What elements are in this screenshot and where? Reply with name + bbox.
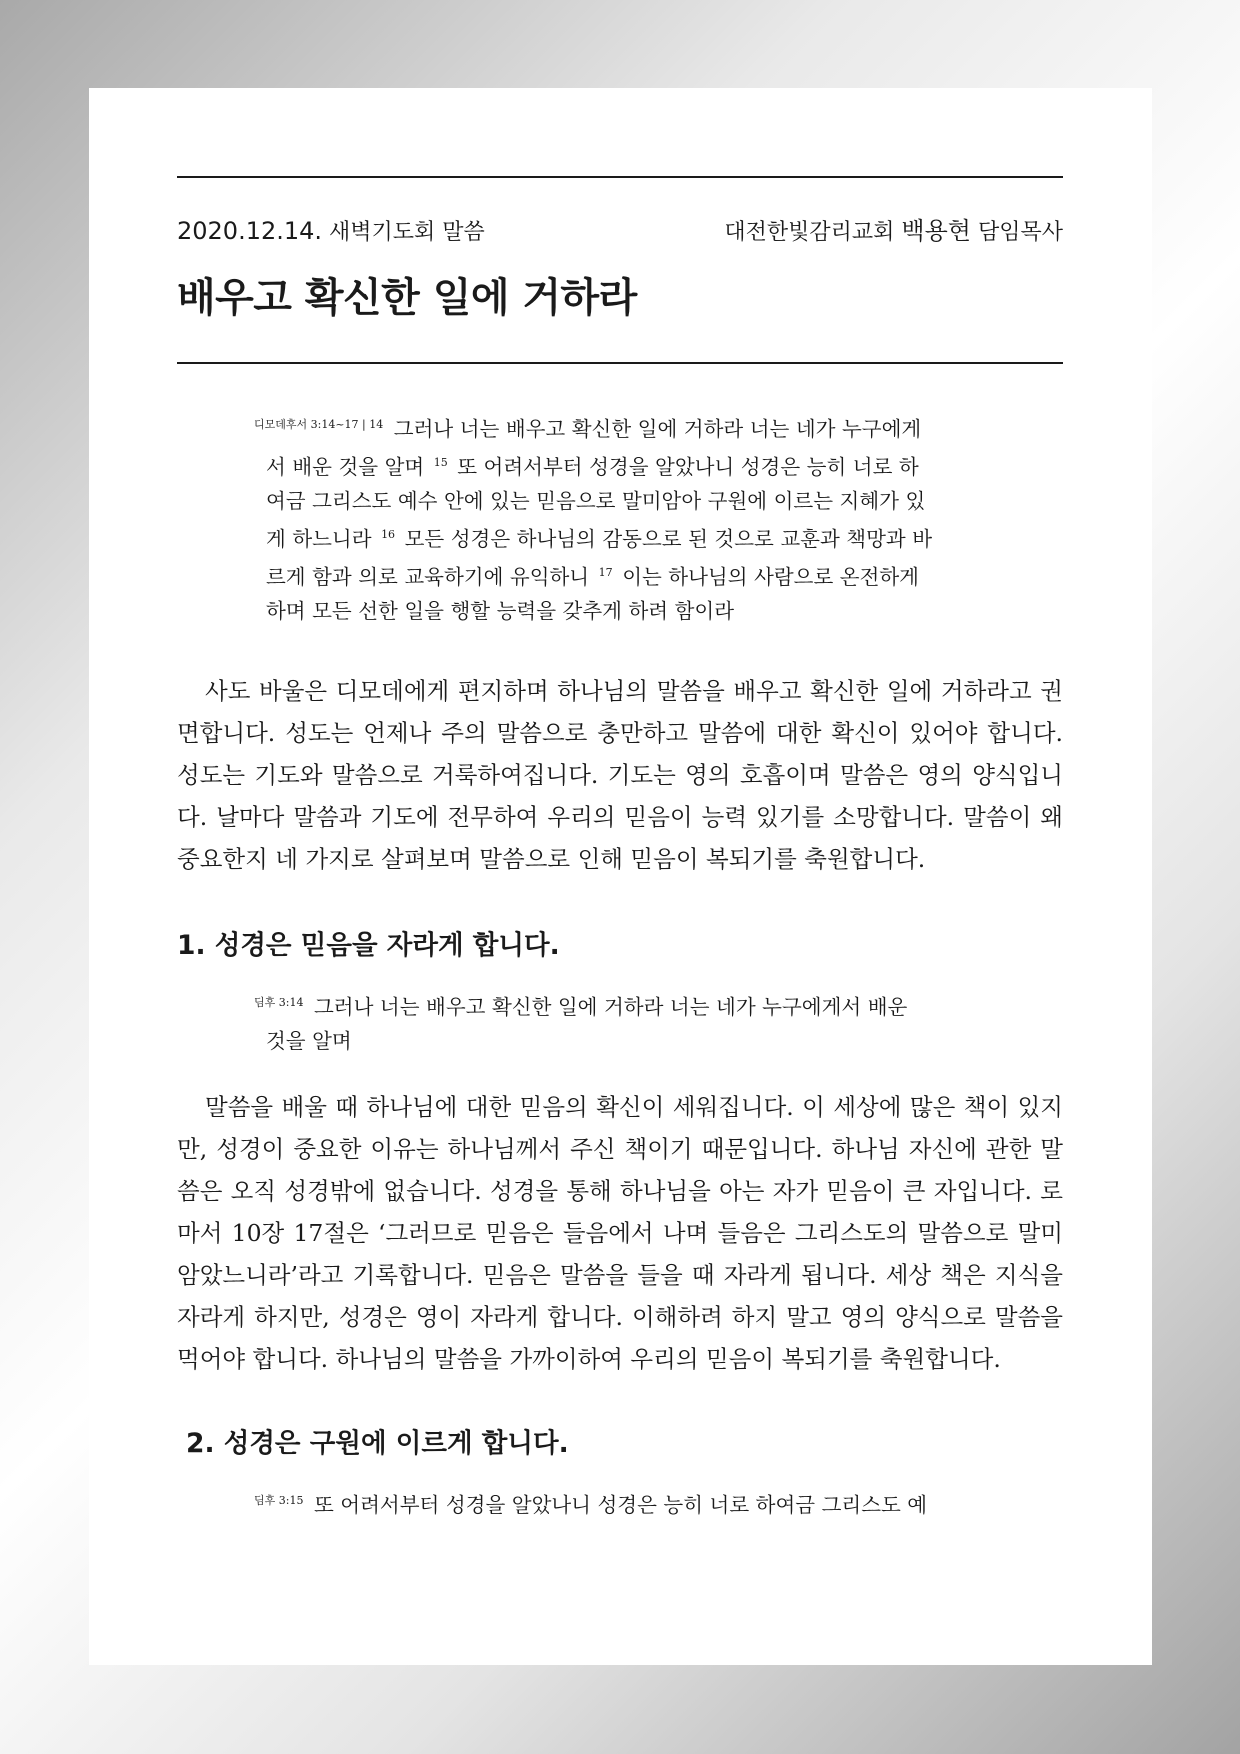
document-page xyxy=(89,88,1152,1665)
scripture-text: 여금 그리스도 예수 안에 있는 믿음으로 말미암아 구원에 이르는 지혜가 있 xyxy=(266,489,926,513)
header-right xyxy=(724,216,1063,248)
scripture-line xyxy=(254,556,987,594)
main-scripture-block xyxy=(254,408,987,628)
scripture-text: 것을 알며 xyxy=(266,1029,352,1053)
scripture-line xyxy=(254,594,987,628)
scripture-text: 르게 함과 의로 교육하기에 유익하니 xyxy=(266,565,590,589)
verse-number: 15 xyxy=(433,456,448,469)
section-paragraph: 말씀을 배울 때 하나님에 대한 믿음의 확신이 세워집니다. 이 세상에 많은 책이 있지만, 성경이 중요한 이유는 하나님께서 주신 책이기 때문입니다. 하나님 자신에 관한 말씀은 오직 성경밖에 없습니다. 성경을 통해 하나님을 아는 자가 믿음이 큰 자입니다. 로마서 10장 17절은 ‘그러므로 믿음은 들음에서 나며 들음은 그리스도의 말씀으로 말미암았느니라’라고 기록합니다. 믿음은 말씀을 들을 때 자라게 됩니다. 세상 책은 지식을 자라게 하지만, 성경은 영이 자라게 합니다. 이해하려 하지 말고 영의 양식으로 말씀을 먹어야 합니다. 하나님의 말씀을 가까이하여 우리의 믿음이 복되기를 축원합니다. xyxy=(177,1093,1063,1373)
church-name: 대전한빛감리교회 xyxy=(724,220,895,245)
verse-number: 17 xyxy=(598,566,613,579)
scripture-text: 또 어려서부터 성경을 알았나니 성경은 능히 너로 하여금 그리스도 예 xyxy=(313,1493,928,1517)
section-scripture-block xyxy=(254,986,987,1058)
scripture-line xyxy=(254,1024,987,1058)
pastor-title: 담임목사 xyxy=(977,220,1063,245)
scripture-line xyxy=(254,518,987,556)
header-left xyxy=(177,216,485,248)
scripture-reference: 딤후 3:14 xyxy=(254,996,304,1009)
scripture-text: 또 어려서부터 성경을 알았나니 성경은 능히 너로 하 xyxy=(457,455,919,479)
top-rule xyxy=(177,176,1063,178)
scripture-text: 서 배운 것을 알며 xyxy=(266,455,425,479)
scripture-text: 게 하느니라 xyxy=(266,527,372,551)
section-scripture-block xyxy=(254,1484,987,1522)
section-heading: 1. 성경은 믿음을 자라게 합니다. xyxy=(177,930,560,961)
scripture-line xyxy=(254,446,987,484)
scripture-text: 하며 모든 선한 일을 행할 능력을 갖추게 하려 함이라 xyxy=(266,599,734,623)
scripture-reference: 딤후 3:15 xyxy=(254,1494,304,1507)
section-heading: 2. 성경은 구원에 이르게 합니다. xyxy=(186,1428,569,1459)
scripture-text: 모든 성경은 하나님의 감동으로 된 것으로 교훈과 책망과 바 xyxy=(404,527,932,551)
header-row xyxy=(177,216,1063,248)
verse-number: 16 xyxy=(381,528,396,541)
scripture-line xyxy=(254,484,987,518)
scripture-line xyxy=(254,408,987,446)
sermon-date: 2020.12.14. xyxy=(177,217,323,245)
bottom-rule xyxy=(177,362,1063,364)
scripture-line xyxy=(254,986,987,1024)
scripture-line xyxy=(254,1484,987,1522)
scripture-text: 그러나 너는 배우고 확신한 일에 거하라 너는 네가 누구에게 xyxy=(393,417,922,441)
page-title: 배우고 확신한 일에 거하라 xyxy=(177,275,637,321)
document-content xyxy=(177,176,1063,1522)
scripture-text: 그러나 너는 배우고 확신한 일에 거하라 너는 네가 누구에게서 배운 xyxy=(313,995,908,1019)
intro-paragraph: 사도 바울은 디모데에게 편지하며 하나님의 말씀을 배우고 확신한 일에 거하라고 권면합니다. 성도는 언제나 주의 말씀으로 충만하고 말씀에 대한 확신이 있어야 합니다. 성도는 기도와 말씀으로 거룩하여집니다. 기도는 영의 호흡이며 말씀은 영의 양식입니다. 날마다 말씀과 기도에 전무하여 우리의 믿음이 능력 있기를 소망합니다. 말씀이 왜 중요한지 네 가지로 살펴보며 말씀으로 인해 믿음이 복되기를 축원합니다. xyxy=(177,677,1063,873)
service-name: 새벽기도회 말씀 xyxy=(329,220,485,245)
scripture-reference: 디모데후서 3:14~17 | 14 xyxy=(254,418,384,431)
scripture-text: 이는 하나님의 사람으로 온전하게 xyxy=(622,565,919,589)
pastor-name: 백용현 xyxy=(901,217,971,245)
